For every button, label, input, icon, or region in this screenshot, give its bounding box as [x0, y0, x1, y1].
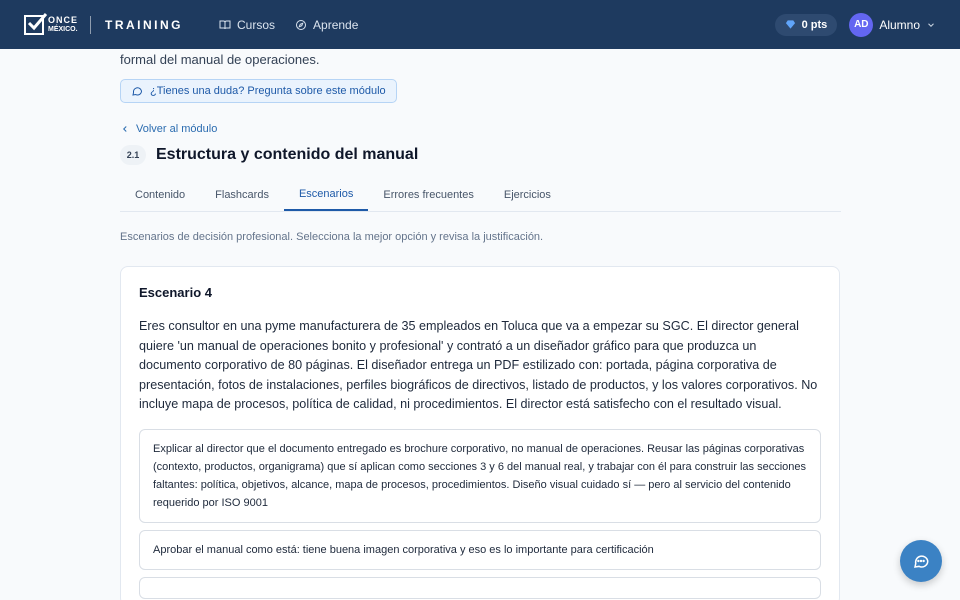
points-value: 0 pts — [801, 18, 828, 31]
diamond-icon — [785, 19, 796, 30]
avatar: AD — [849, 13, 873, 37]
points-badge[interactable] — [775, 14, 838, 36]
ask-question-button[interactable] — [120, 79, 397, 103]
back-link-label: Volver al módulo — [136, 123, 218, 135]
scenario-option-partial[interactable] — [139, 577, 821, 599]
logo-top-text: ONCE — [48, 14, 79, 25]
tab-ejercicios[interactable]: Ejercicios — [503, 189, 551, 201]
ask-question-label: ¿Tienes una duda? Pregunta sobre este módulo — [150, 85, 386, 97]
logo-divider — [90, 16, 91, 34]
scenario-option[interactable]: Explicar al director que el documento entregado es brochure corporativo, no manual de operaciones. Reusar las páginas corporativas (contexto, productos, organigrama) que sí aplican como secciones 3 y 6 del manual real, y trabajar con él para construir las secciones faltantes: política, objetivos, alcance, mapa de procesos, procedimientos. Diseño visual cuidado sí — pero al servicio del contenido requerido por ISO 9001 — [139, 429, 821, 523]
nav-cursos-label: Cursos — [237, 17, 276, 32]
chat-bubble-icon — [131, 85, 143, 97]
book-icon — [219, 19, 231, 31]
chevron-left-icon — [120, 124, 130, 134]
nav-aprende[interactable] — [295, 18, 358, 32]
lesson-tabs — [120, 179, 841, 212]
nav-cursos[interactable] — [219, 18, 275, 32]
compass-icon — [295, 19, 307, 31]
nav-aprende-label: Aprende — [313, 17, 359, 32]
logo-text — [48, 16, 78, 34]
section-header — [120, 145, 841, 165]
logo-bottom-text: MÉXICO. — [48, 25, 78, 33]
page-title: Estructura y contenido del manual — [156, 146, 419, 163]
checkmark-logo-icon — [24, 15, 44, 35]
scenario-option[interactable]: Aprobar el manual como está: tiene buena imagen corporativa y eso es lo importante para certificación — [139, 530, 821, 570]
tab-errores-frecuentes[interactable]: Errores frecuentes — [383, 189, 474, 201]
chat-icon — [912, 552, 930, 570]
scenario-card — [120, 266, 840, 600]
chat-assistant-button[interactable] — [900, 540, 942, 582]
top-navbar — [0, 0, 960, 49]
tab-contenido[interactable]: Contenido — [135, 189, 186, 201]
user-name: Alumno — [879, 17, 920, 32]
user-menu[interactable] — [849, 13, 936, 37]
scenario-title: Escenario 4 — [139, 285, 212, 300]
chevron-down-icon — [926, 20, 936, 30]
back-to-module-link[interactable] — [120, 123, 841, 135]
tab-escenarios[interactable]: Escenarios — [284, 179, 368, 211]
section-number-badge: 2.1 — [120, 145, 146, 165]
main-nav — [219, 18, 358, 32]
brand-name: TRAINING — [105, 17, 184, 32]
scenario-description: Eres consultor en una pyme manufacturera de 35 empleados en Toluca que va a empezar su SGC. El director general quiere 'un manual de operaciones bonito y profesional' y contrató a un diseñador gráfico para que produzca un documento corporativo de 80 páginas. El diseñador entrega un PDF estilizado con: portada, página corporativa de presentación, fotos de instalaciones, perfiles biográficos de directivos, listado de productos, y los valores corporativos. No incluye mapa de procesos, política de calidad, ni procedimientos. El director está satisfecho con el resultado visual. — [139, 319, 818, 412]
tab-flashcards[interactable]: Flashcards — [215, 189, 269, 201]
lesson-text-end: formal del manual de operaciones. — [120, 52, 320, 67]
logo[interactable] — [24, 15, 183, 35]
main-content — [120, 49, 841, 600]
scenarios-intro: Escenarios de decisión profesional. Selecciona la mejor opción y revisa la justificación. — [120, 231, 544, 243]
